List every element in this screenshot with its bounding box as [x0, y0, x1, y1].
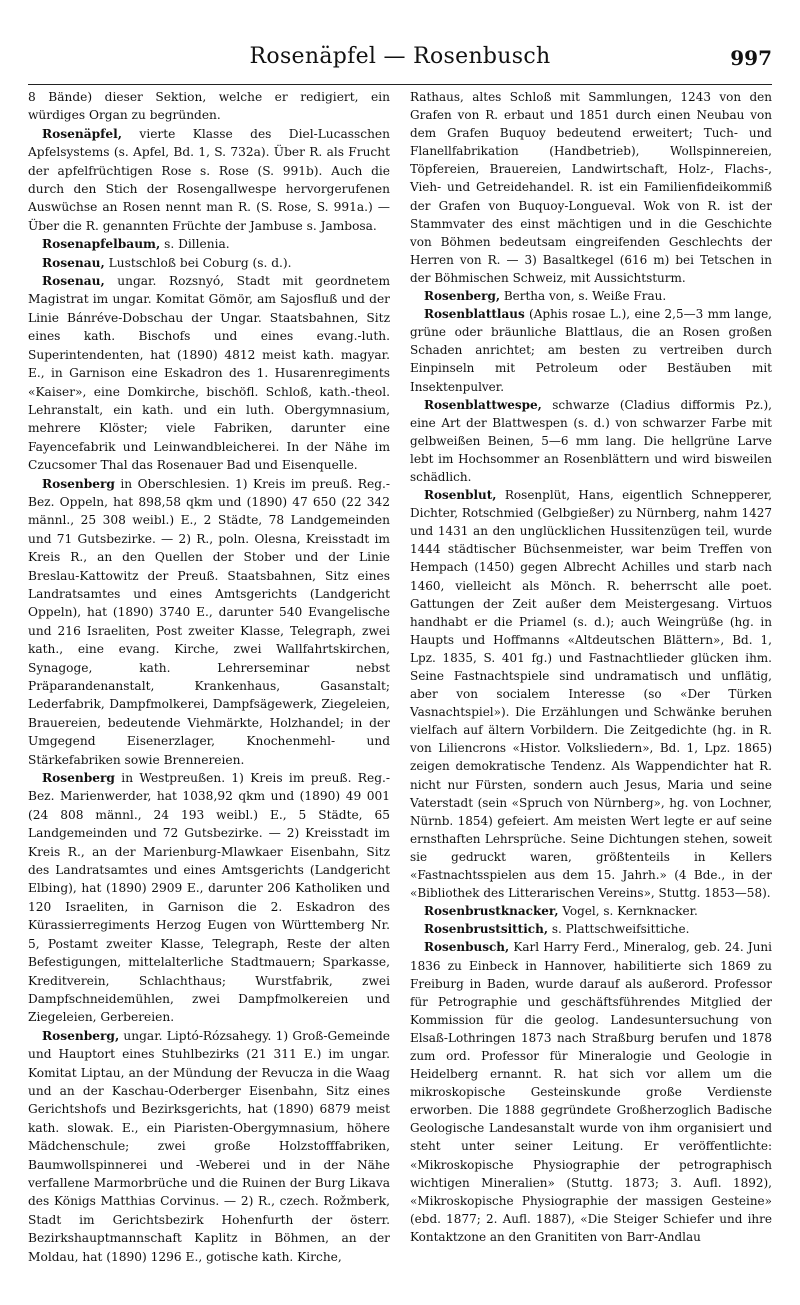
- entry-headword: Rosenblattlaus: [424, 307, 525, 322]
- dictionary-entry: [28, 769, 390, 1027]
- left-column: [28, 88, 390, 1266]
- dictionary-entry: [28, 1027, 390, 1266]
- entry-body: 8 Bände) dieser Sektion, welche er redigiert, ein würdiges Organ zu begründen.: [28, 90, 390, 123]
- entry-headword: Rosenblut,: [424, 488, 497, 503]
- entry-headword: Rosenbrustknacker,: [424, 904, 559, 919]
- dictionary-entry: [28, 125, 390, 235]
- entry-continuation: [28, 88, 390, 125]
- header-rule: [28, 84, 772, 85]
- dictionary-entry: [28, 235, 390, 253]
- entry-body: Vogel, s. Kernknacker.: [558, 904, 698, 919]
- entry-body: Rathaus, altes Schloß mit Sammlungen, 1243 von den Grafen von R. erbaut und 1851 durch einen Neubau von dem Grafen Buquoy bedeutend erweitert; Tuch- und Flanellfabrikation (Handbetrieb), Wollspinnereien, Töpfereien, Brauereien, Landwirtschaft, Holz-, Flachs-, Vieh- und Getreidehandel. R. ist ein Familienfideikommiß der Grafen von Buquoy-Longueval. Wok von R. ist der Stammvater des einst mächtigen und in die Geschichte von Böhmen bedeutsam eingreifenden Geschlechts der Herren von R. — 3) Basaltkegel (616 m) bei Tetschen in der Böhmischen Schweiz, mit Aussichtsturm.: [410, 90, 772, 285]
- running-title: Rosenäpfel — Rosenbusch: [249, 44, 551, 69]
- dictionary-entry: [410, 486, 772, 902]
- dictionary-entry: [28, 475, 390, 770]
- dictionary-entry: [410, 396, 772, 486]
- dictionary-entry: [28, 272, 390, 474]
- entry-headword: Rosenberg: [42, 771, 115, 786]
- entry-continuation: [410, 88, 772, 287]
- entry-headword: Rosenbrustsittich,: [424, 922, 548, 937]
- dictionary-entry: [410, 938, 772, 1246]
- entry-body: in Oberschlesien. 1) Kreis im preuß. Reg.-Bez. Oppeln, hat 898,58 qkm und (1890) 47 650 (22 342 männl., 25 308 weibl.) E., 2 Städte, 78 Landgemeinden und 71 Gutsbezirke. — 2) R., poln. Olesna, Kreisstadt im Kreis R., an den Quellen der Stober und der Linie Breslau-Kattowitz der Preuß. Staatsbahnen, Sitz eines Landratsamtes und eines Amtsgerichts (Landgericht Oppeln), hat (1890) 3740 E., darunter 540 Evangelische und 216 Israeliten, Post zweiter Klasse, Telegraph, zwei kath., eine evang. Kirche, zwei Wallfahrtskirchen, Synagoge, kath. Lehrerseminar nebst Präparandenanstalt, Krankenhaus, Gasanstalt; Lederfabrik, Dampfmolkerei, Dampfsägewerk, Ziegeleien, Brauereien, bedeutende Viehmärkte, Holzhandel; in der Umgegend Eisenerzlager, Knochenmehl- und Stärkefabriken sowie Brennereien.: [28, 476, 390, 767]
- dictionary-entry: [410, 305, 772, 395]
- page-header: [28, 44, 772, 80]
- entry-headword: Rosenberg,: [42, 1028, 120, 1043]
- entry-body: s. Dillenia.: [160, 237, 230, 252]
- entry-body: Karl Harry Ferd., Mineralog, geb. 24. Juni 1836 zu Einbeck in Hannover, habilitierte sich 1869 zu Freiburg in Baden, wurde darauf als außerord. Professor für Petrographie und geschäftsführendes Mitglied der Kommission für die geolog. Landesuntersuchung von Elsaß-Lothringen 1873 nach Straßburg berufen und 1878 zum ord. Professor für Mineralogie und Geologie in Heidelberg ernannt. R. hat sich vor allem um die mikroskopische Gesteinskunde große Verdienste erworben. Die 1888 gegründete Großherzoglich Badische Geologische Landesanstalt wurde von ihm organisiert und steht unter seiner Leitung. Er veröffentlichte: «Mikroskopische Physiographie der petrographisch wichtigen Mineralien» (Stuttg. 1873; 3. Aufl. 1892), «Mikroskopische Physiographie der massigen Gesteine» (ebd. 1877; 2. Aufl. 1887), «Die Steiger Schiefer und ihre Kontaktzone an den Granititen von Barr-Andlau: [410, 940, 772, 1244]
- entry-headword: Rosenberg: [42, 476, 115, 491]
- entry-body: schwarze (Cladius difformis Pz.), eine Art der Blattwespen (s. d.) von schwarzer Farbe mit gelbweißen Beinen, 5—6 mm lang. Die hellgrüne Larve lebt im Hochsommer an Rosenblättern und wird bisweilen schädlich.: [410, 397, 772, 484]
- dictionary-entry: [28, 254, 390, 272]
- right-column: [410, 88, 772, 1246]
- entry-body: (Aphis rosae L.), eine 2,5—3 mm lange, grüne oder bräunliche Blattlaus, die an Rosen großen Schaden anrichtet; am besten zu vertreiben durch Einpinseln mit Petroleum oder Bestäuben mit Insektenpulver.: [410, 307, 772, 394]
- entry-headword: Rosenau,: [42, 274, 105, 289]
- entry-body: ungar. Liptó-Rózsahegy. 1) Groß-Gemeinde und Hauptort eines Stuhlbezirks (21 311 E.) im ungar. Komitat Liptau, an der Mündung der Revucza in die Waag und an der Kaschau-Oderberger Eisenbahn, Sitz eines Gerichtshofs und Bezirksgerichts, hat (1890) 6879 meist kath. slowak. E., ein Piaristen-Obergymnasium, höhere Mädchenschule; zwei große Holzstofffabriken, Baumwollspinnerei und -Weberei und in der Nähe verfallene Marmorbrüche und die Ruinen der Burg Likava des Königs Matthias Corvinus. — 2) R., czech. Rožmberk, Stadt im Gerichtsbezirk Hohenfurth der österr. Bezirkshauptmannschaft Kaplitz in Böhmen, an der Moldau, hat (1890) 1296 E., gotische kath. Kirche,: [28, 1028, 390, 1264]
- entry-headword: Rosenapfelbaum,: [42, 237, 161, 252]
- entry-body: s. Plattschweifsittiche.: [548, 922, 690, 937]
- entry-body: vierte Klasse des Diel-Lucasschen Apfelsystems (s. Apfel, Bd. 1, S. 732a). Über R. als Frucht der apfelfrüchtigen Rose s. Rose (S. 991b). Auch die durch den Stich der Rosengallwespe hervorgerufenen Auswüchse an Rosen nennt man R. (S. Rose, S. 991a.) — Über die R. genannten Früchte der Jambuse s. Jambosa.: [28, 126, 390, 233]
- entry-body: Bertha von, s. Weiße Frau.: [500, 289, 667, 304]
- dictionary-entry: [410, 920, 772, 938]
- entry-body: Rosenplüt, Hans, eigentlich Schnepperer, Dichter, Rotschmied (Gelbgießer) zu Nürnberg, nahm 1427 und 1431 an den unglücklichen Hussitenzügen teil, wurde 1444 städtischer Büchsenmeister, war beim Treffen von Hempach (1450) gegen Albrecht Achilles und starb nach 1460, vielleicht als Mönch. R. beherrscht alle poet. Gattungen der Zeit außer dem Meistergesang. Virtuos handhabt er die Priamel (s. d.); auch Weingrüße (hg. in Haupts und Hoffmanns «Altdeutschen Blättern», Bd. 1, Lpz. 1835, S. 401 fg.) und Fastnachtlieder glücken ihm. Seine Fastnachtspiele sind undramatisch und unflätig, aber von socialem Interesse (so «Der Türken Vasnachtspiel»). Die Erzählungen und Schwänke beruhen vielfach auf ältern Vorbildern. Die Zeitgedichte (hg. in R. von Liliencrons «Histor. Volksliedern», Bd. 1, Lpz. 1865) zeigen demokratische Tendenz. Als Wappendichter hat R. nicht nur Fürsten, sondern auch Jesus, Maria und seine Vaterstadt (sein «Spruch von Nürnberg», hg. von Lochner, Nürnb. 1854) gefeiert. Am meisten Wert legte er auf seine ernsthaften Lehrsprüche. Seine Dichtungen stehen, soweit sie gedruckt waren, größtenteils in Kellers «Fastnachtsspielen aus dem 15. Jahrh.» (4 Bde., in der «Bibliothek des Litterarischen Vereins», Stuttg. 1853—58).: [410, 488, 772, 901]
- entry-body: in Westpreußen. 1) Kreis im preuß. Reg.-Bez. Marienwerder, hat 1038,92 qkm und (1890) 49 001 (24 808 männl., 24 193 weibl.) E., 5 Städte, 65 Landgemeinden und 72 Gutsbezirke. — 2) Kreisstadt im Kreis R., an der Marienburg-Mlawkaer Eisenbahn, Sitz des Landratsamtes und eines Amtsgerichts (Landgericht Elbing), hat (1890) 2909 E., darunter 206 Katholiken und 120 Israeliten, in Garnison die 2. Eskadron des Kürassierregiments Herzog Eugen von Württemberg Nr. 5, Postamt zweiter Klasse, Telegraph, Reste der alten Befestigungen, mittelalterliche Stadtmauern; Sparkasse, Kreditverein, Schlachthaus; Wurstfabrik, zwei Dampfschneidemühlen, zwei Dampfmolkereien und Ziegeleien, Gerbereien.: [28, 771, 390, 1025]
- entry-body: Lustschloß bei Coburg (s. d.).: [104, 255, 292, 270]
- entry-body: ungar. Rozsnyó, Stadt mit geordnetem Magistrat im ungar. Komitat Gömör, am Sajosfluß und der Linie Bánréve-Dobschau der Ungar. Staatsbahnen, Sitz eines kath. Bischofs und eines evang.-luth. Superintendenten, hat (1890) 4812 meist kath. magyar. E., in Garnison eine Eskadron des 1. Husarenregiments «Kaiser», eine Domkirche, bischöfl. Schloß, kath.-theol. Lehranstalt, ein kath. und ein luth. Obergymnasium, mehrere Klöster; viele Fabriken, darunter eine Fayencefabrik und Leinwandbleicherei. In der Nähe im Czucsomer Thal das Rosenauer Bad und Eisenquelle.: [28, 274, 390, 473]
- dictionary-entry: [410, 902, 772, 920]
- entry-headword: Rosenbusch,: [424, 940, 510, 955]
- page-number: 997: [730, 46, 772, 70]
- entry-headword: Rosenau,: [42, 255, 105, 270]
- entry-headword: Rosenblattwespe,: [424, 397, 542, 412]
- entry-headword: Rosenäpfel,: [42, 126, 123, 141]
- entry-headword: Rosenberg,: [424, 289, 501, 304]
- dictionary-entry: [410, 287, 772, 305]
